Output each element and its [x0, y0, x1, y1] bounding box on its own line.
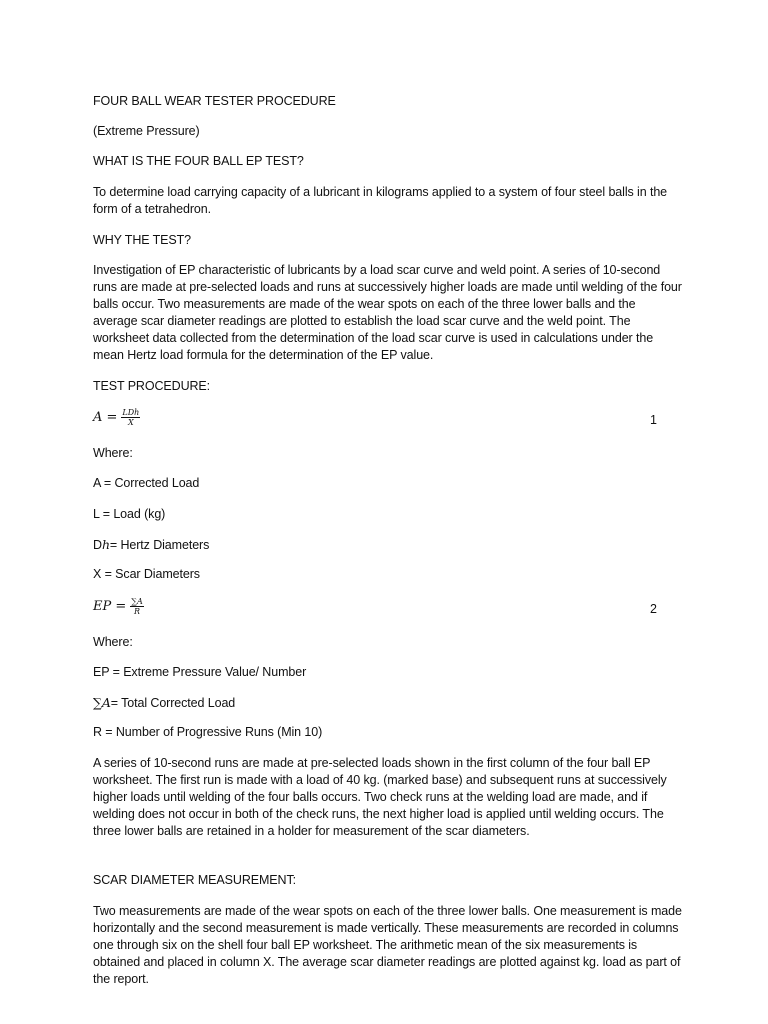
definition-dh: [93, 536, 209, 554]
definition-l: L = Load (kg): [93, 507, 166, 521]
definition-ep: EP = Extreme Pressure Value/ Number: [93, 665, 307, 679]
equation-2-numerator: ∑A: [131, 597, 143, 606]
definition-r: R = Number of Progressive Runs (Min 10): [93, 725, 323, 739]
definition-dh-prefix: D: [93, 538, 102, 552]
section-heading-procedure: TEST PROCEDURE:: [93, 379, 211, 393]
definition-sum-a-symbol: ∑A: [93, 695, 111, 710]
definition-x: X = Scar Diameters: [93, 567, 200, 581]
equation-1: [93, 408, 140, 427]
document-title: FOUR BALL WEAR TESTER PROCEDURE: [93, 94, 336, 108]
paragraph-scar: Two measurements are made of the wear spots on each of the three lower balls. One measurement is made horizontally and the second measurement is made vertically. These measurements are recorded in columns one through six on the shell four ball EP worksheet. The arithmetic mean of the six measurements is obtained and placed in column X. The average scar diameter readings are plotted against kg. load as part of the report.: [93, 904, 682, 986]
definition-dh-suffix: = Hertz Diameters: [109, 538, 210, 552]
equation-2-denominator: R: [134, 607, 141, 616]
paragraph-what: To determine load carrying capacity of a lubricant in kilograms applied to a system of four steel balls in the form of a tetrahedron.: [93, 185, 668, 216]
where-label-1: Where:: [93, 446, 133, 460]
equation-2-fraction: [130, 597, 144, 616]
where-label-2: Where:: [93, 635, 133, 649]
definition-sum-a: [93, 694, 235, 712]
equation-2-number: 2: [650, 602, 657, 616]
section-heading-scar: SCAR DIAMETER MEASUREMENT:: [93, 873, 296, 887]
definition-a: A = Corrected Load: [93, 476, 200, 490]
equation-2-lhs: EP =: [93, 599, 127, 614]
paragraph-why: Investigation of EP characteristic of lubricants by a load scar curve and weld point. A series of 10-second runs are made at pre-selected loads and runs at successively higher loads are made until welding of the four balls occur. Two measurements are made of the wear spots on each of the three lower balls and the average scar diameter readings are plotted to establish the load scar curve and the weld point. The worksheet data collected from the determination of the load scar curve is used in calculations under the mean Hertz load formula for the determination of the EP value.: [93, 263, 682, 362]
definition-dh-italic: h: [101, 537, 110, 552]
definition-sum-a-text: = Total Corrected Load: [110, 696, 236, 710]
equation-1-fraction: [121, 408, 140, 427]
document-subtitle: (Extreme Pressure): [93, 124, 200, 138]
equation-1-lhs: A =: [93, 410, 118, 425]
equation-1-denominator: X: [128, 418, 134, 427]
section-heading-why: WHY THE TEST?: [93, 233, 192, 247]
equation-1-number: 1: [650, 413, 657, 427]
section-heading-what: WHAT IS THE FOUR BALL EP TEST?: [93, 154, 304, 168]
equation-2: [93, 597, 144, 616]
paragraph-procedure: A series of 10-second runs are made at pre-selected loads shown in the first column of the four ball EP worksheet. The first run is made with a load of 40 kg. (marked base) and subsequent runs at successively higher loads until welding of the four balls occurs. Two check runs at the welding load are made, and if welding does not occur in both of the check runs, the next higher load is applied until welding occurs. The three lower balls are retained in a holder for measurement of the scar diameters.: [93, 756, 667, 838]
equation-1-numerator: LDh: [122, 408, 140, 417]
